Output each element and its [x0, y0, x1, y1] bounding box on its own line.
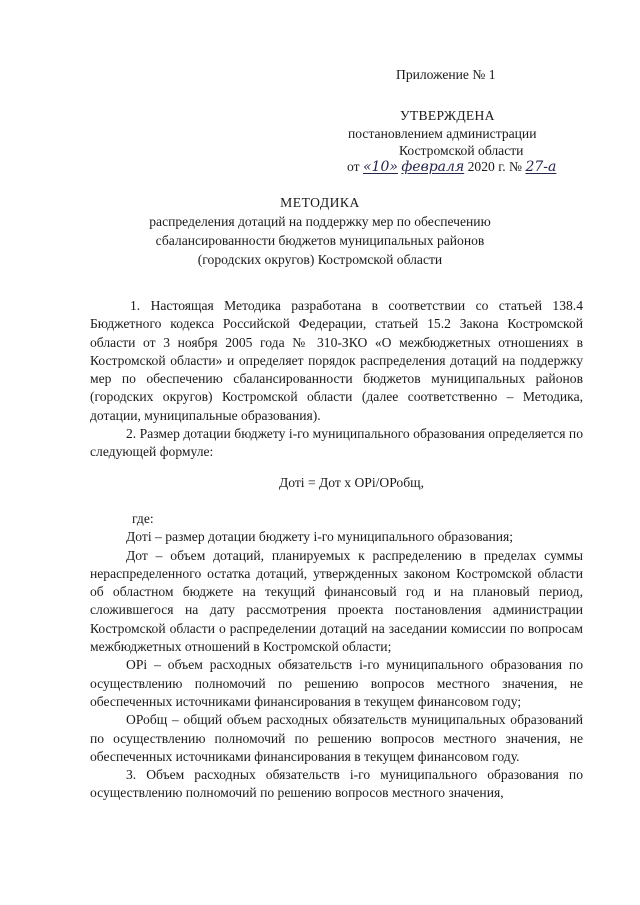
title-line-1: распределения дотаций на поддержку мер по обеспечению [149, 214, 491, 229]
handwritten-month: февраля [401, 159, 465, 175]
title-main: МЕТОДИКА [280, 195, 360, 210]
where-label: где: [132, 510, 154, 526]
date-prefix: от [347, 159, 360, 174]
handwritten-day: «10» [362, 159, 398, 175]
definition-or-total: ОРобщ – общий объем расходных обязательств муниципальных образований по осуществлению полномочий по решению вопросов местного значения, не обеспеченных источниками финансирования в текущем финансовом году. [90, 712, 583, 764]
definition-dot-i: Дотi – размер дотации бюджету i-го муниципального образования; [126, 529, 514, 545]
handwritten-number: 27-а [525, 159, 557, 175]
date-year: 2020 г. № [467, 159, 523, 174]
appendix-label: Приложение № 1 [396, 67, 496, 82]
title-line-3: (городских округов) Костромской области [197, 252, 443, 267]
approved-by-line: постановлением администрации [348, 126, 537, 141]
paragraph-1: 1. Настоящая Методика разработана в соответствии со статьей 138.4 Бюджетного кодекса Российской Федерации, статьей 15.2 Закона Костромской области от 3 ноября 2005 года № 310-ЗКО «О межбюджетных отношениях в Костромской области» и определяет порядок распределения дотаций на поддержку мер по обеспечению сбалансированности бюджетов муниципальных районов (городских округов) Костромской области (далее соответственно – Методика, дотации, муниципальные образования). [90, 298, 583, 423]
approval-heading: УТВЕРЖДЕНА [400, 108, 495, 123]
paragraph-2: 2. Размер дотации бюджету i-го муниципального образования определяется по следующей формуле: [90, 426, 583, 460]
formula: Дотi = Дот х ОРi/ОРобщ, [278, 474, 425, 490]
document-body [90, 297, 583, 803]
resolution-date-line [347, 157, 556, 177]
paragraph-3: 3. Объем расходных обязательств i-го муниципального образования по осуществлению полномочий по решению вопросов местного значения, [90, 767, 583, 801]
definition-dot: Дот – объем дотаций, планируемых к распределению в пределах суммы нераспределенного остатка дотаций, утвержденных законом Костромской области об областном бюджете на текущий финансовый год и на плановый период, сложившегося на дату рассмотрения проекта постановления администрации Костромской области о распределении дотаций на заседании комиссии по вопросам межбюджетных отношений в Костромской области; [90, 547, 583, 655]
region-line: Костромской области [399, 143, 524, 158]
definition-or-i: ОРi – объем расходных обязательств i-го муниципального образования по осуществлению полномочий по решению вопросов местного значения, не обеспеченных источниками финансирования в текущем финансовом году; [90, 657, 583, 709]
title-line-2: сбалансированности бюджетов муниципальных районов [155, 233, 485, 248]
document-title [0, 193, 640, 269]
